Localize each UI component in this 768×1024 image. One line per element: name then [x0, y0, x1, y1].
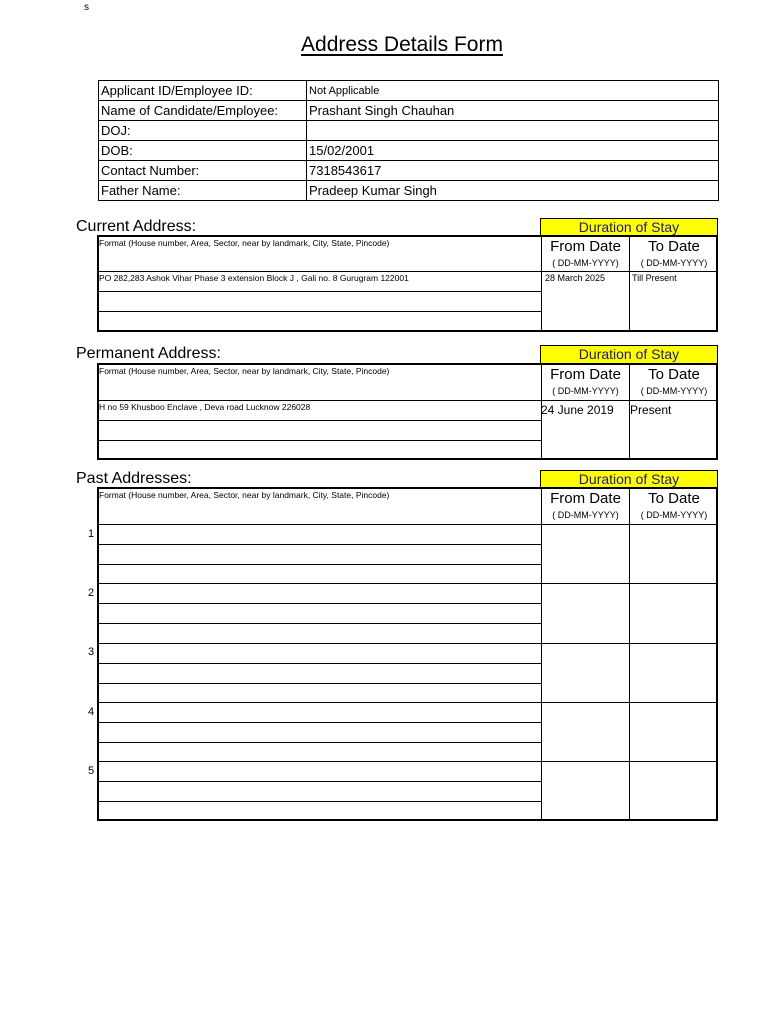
to-date-header: [630, 366, 718, 396]
row-divider: [99, 311, 541, 312]
table-row: [99, 161, 719, 181]
corner-mark: s: [84, 2, 89, 13]
date-format-hint: ( DD-MM-YYYY): [552, 258, 619, 268]
row-divider: [99, 742, 541, 743]
table-row: [99, 141, 719, 161]
row-divider: [99, 623, 541, 624]
date-format-hint: ( DD-MM-YYYY): [552, 510, 619, 520]
permanent-address-block: [97, 363, 718, 460]
permanent-from-date[interactable]: 24 June 2019: [541, 403, 614, 417]
date-format-hint: ( DD-MM-YYYY): [640, 258, 708, 268]
group-divider: [99, 761, 718, 762]
date-format-hint: ( DD-MM-YYYY): [640, 510, 708, 520]
group-divider: [99, 643, 718, 644]
row-divider: [99, 420, 541, 421]
row-divider: [99, 440, 541, 441]
applicant-id-label: Applicant ID/Employee ID:: [99, 81, 307, 101]
current-from-date[interactable]: 28 March 2025: [545, 273, 606, 283]
table-row: [99, 121, 719, 141]
to-date-label: To Date: [648, 490, 700, 507]
group-divider: [99, 702, 718, 703]
row-divider: [99, 564, 541, 565]
current-address-value[interactable]: PO 282,283 Ashok Vihar Phase 3 extension Block J , Gali no. 8 Gurugram 122001: [99, 273, 409, 283]
header-divider: [99, 524, 718, 525]
past-addresses-title: Past Addresses:: [76, 470, 192, 487]
to-date-label: To Date: [648, 366, 700, 383]
dob-value[interactable]: 15/02/2001: [307, 141, 719, 161]
table-row: [99, 181, 719, 201]
past-addresses-block: [97, 487, 718, 821]
format-hint: Format (House number, Area, Sector, near by landmark, City, State, Pincode): [99, 238, 390, 248]
from-date-header: [542, 238, 629, 268]
applicant-id-value[interactable]: Not Applicable: [307, 81, 719, 101]
contact-number-label: Contact Number:: [99, 161, 307, 181]
column-divider: [629, 489, 630, 819]
permanent-address-title: Permanent Address:: [76, 345, 221, 362]
to-date-header: [630, 490, 718, 520]
current-to-date[interactable]: Till Present: [632, 273, 677, 283]
row-divider: [99, 722, 541, 723]
current-address-title: Current Address:: [76, 218, 197, 235]
row-divider: [99, 663, 541, 664]
from-date-label: From Date: [550, 366, 621, 383]
header-divider: [99, 271, 718, 272]
header-divider: [99, 400, 718, 401]
past-address-number: 4: [88, 706, 95, 718]
date-format-hint: ( DD-MM-YYYY): [640, 386, 708, 396]
current-address-block: [97, 235, 718, 332]
format-hint: Format (House number, Area, Sector, near by landmark, City, State, Pincode): [99, 490, 390, 500]
past-address-number: 3: [88, 646, 95, 658]
column-divider: [541, 489, 542, 819]
to-date-label: To Date: [648, 238, 700, 255]
table-row: [99, 101, 719, 121]
from-date-header: [542, 366, 629, 396]
table-row: [99, 81, 719, 101]
row-divider: [99, 603, 541, 604]
past-address-number: 1: [88, 528, 95, 540]
row-divider: [99, 291, 541, 292]
permanent-duration-header: Duration of Stay: [540, 345, 718, 364]
father-name-value[interactable]: Pradeep Kumar Singh: [307, 181, 719, 201]
current-duration-header: Duration of Stay: [540, 218, 718, 237]
format-hint: Format (House number, Area, Sector, near by landmark, City, State, Pincode): [99, 366, 390, 376]
father-name-label: Father Name:: [99, 181, 307, 201]
candidate-name-value[interactable]: Prashant Singh Chauhan: [307, 101, 719, 121]
permanent-to-date[interactable]: Present: [630, 403, 672, 417]
past-address-number: 5: [88, 765, 95, 777]
from-date-header: [542, 490, 629, 520]
permanent-address-value[interactable]: H no 59 Khusboo Enclave , Deva road Lucknow 226028: [99, 402, 311, 412]
row-divider: [99, 801, 541, 802]
row-divider: [99, 544, 541, 545]
candidate-name-label: Name of Candidate/Employee:: [99, 101, 307, 121]
doj-label: DOJ:: [99, 121, 307, 141]
past-duration-header: Duration of Stay: [540, 470, 718, 489]
past-address-number: 2: [88, 587, 95, 599]
dob-label: DOB:: [99, 141, 307, 161]
date-format-hint: ( DD-MM-YYYY): [552, 386, 619, 396]
doj-value[interactable]: [307, 121, 719, 141]
row-divider: [99, 781, 541, 782]
from-date-label: From Date: [550, 490, 621, 507]
contact-number-value[interactable]: 7318543617: [307, 161, 719, 181]
page-title: Address Details Form: [301, 33, 503, 56]
applicant-info-table: [98, 80, 719, 201]
row-divider: [99, 683, 541, 684]
to-date-header: [630, 238, 718, 268]
group-divider: [99, 583, 718, 584]
from-date-label: From Date: [550, 238, 621, 255]
